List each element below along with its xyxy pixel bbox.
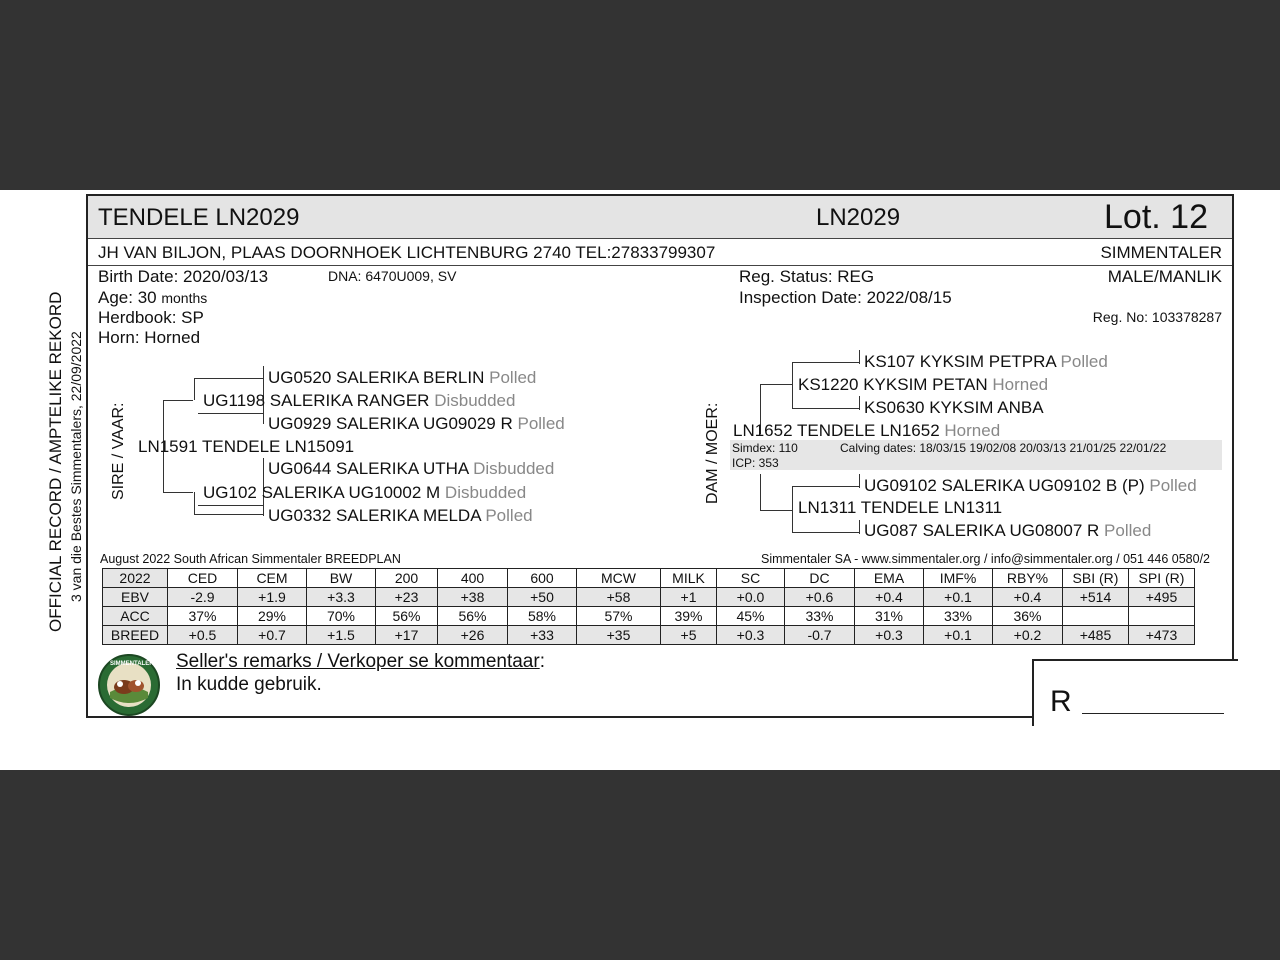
breedplan-contact: Simmentaler SA - www.simmentaler.org / info@simmentaler.org / 051 446 0580/2: [760, 552, 1210, 566]
source-label: 3 van die Bestes Simmentalers, 22/09/2022: [68, 331, 84, 602]
dam-name: LN1652 TENDELE LN1652 Horned: [733, 421, 1001, 440]
ebv-cell: 70%: [307, 607, 376, 626]
header-bar: [88, 196, 1232, 239]
sire-dam-dam: UG0332 SALERIKA MELDA Polled: [268, 506, 533, 525]
ebv-cell: 33%: [785, 607, 855, 626]
ebv-cell: 56%: [376, 607, 438, 626]
reg-status: Reg. Status: REG: [739, 267, 875, 286]
ebv-cell: +1: [661, 588, 717, 607]
reg-no: Reg. No: 103378287: [1092, 309, 1222, 325]
ebv-cell: +5: [661, 626, 717, 645]
owner-line: JH VAN BILJON, PLAAS DOORNHOEK LICHTENBURG 2740 TEL:27833799307: [98, 243, 716, 262]
breed-label: SIMMENTALER: [1100, 243, 1222, 262]
ebv-cell: [1063, 607, 1129, 626]
ebv-cell: +0.1: [924, 626, 993, 645]
ebv-cell: 56%: [438, 607, 508, 626]
ebv-cell: -0.7: [785, 626, 855, 645]
ebv-cell: +485: [1063, 626, 1129, 645]
sire-sire: UG1198 SALERIKA RANGER Disbudded: [203, 391, 516, 410]
dam-dam: LN1311 TENDELE LN1311: [798, 498, 1003, 517]
horn-status: Horn: Horned: [98, 328, 201, 347]
sire-dam-sire: UG0644 SALERIKA UTHA Disbudded: [268, 459, 555, 478]
ebv-cell: 33%: [924, 607, 993, 626]
ebv-cell: +495: [1129, 588, 1195, 607]
ebv-cell: +0.1: [924, 588, 993, 607]
ebv-cell: BREED: [103, 626, 168, 645]
ebv-cell: RBY%: [993, 569, 1063, 588]
ebv-table: [102, 568, 1195, 645]
lot-number: Lot. 12: [1104, 198, 1208, 236]
age: Age: 30 months: [98, 288, 208, 307]
dam-dam-dam: UG087 SALERIKA UG08007 R Polled: [864, 521, 1152, 540]
ebv-cell: [1129, 607, 1195, 626]
ebv-cell: SPI (R): [1129, 569, 1195, 588]
lot-card: [86, 194, 1234, 718]
icp: ICP: 353: [732, 456, 779, 470]
animal-name: TENDELE LN2029: [98, 204, 300, 231]
ebv-cell: +514: [1063, 588, 1129, 607]
ebv-cell: 58%: [508, 607, 577, 626]
ebv-cell: 36%: [993, 607, 1063, 626]
ebv-cell: +35: [577, 626, 661, 645]
sex: MALE/MANLIK: [1107, 267, 1222, 286]
ebv-cell: +0.4: [993, 588, 1063, 607]
ebv-row-ebv: [103, 588, 1195, 607]
ebv-cell: +58: [577, 588, 661, 607]
remarks-text: In kudde gebruik.: [176, 674, 322, 695]
ebv-cell: SBI (R): [1063, 569, 1129, 588]
ebv-cell: +0.7: [238, 626, 307, 645]
birth-date: Birth Date: 2020/03/13: [98, 267, 269, 286]
ebv-cell: 400: [438, 569, 508, 588]
ebv-cell: +473: [1129, 626, 1195, 645]
ebv-row-acc: [103, 607, 1195, 626]
ebv-cell: EMA: [855, 569, 924, 588]
remarks-title: Seller's remarks / Verkoper se kommentaar:: [176, 651, 545, 672]
price-line[interactable]: [1082, 713, 1224, 714]
dam-sire-sire: KS107 KYKSIM PETPRA Polled: [864, 352, 1108, 371]
ebv-cell: MCW: [577, 569, 661, 588]
herdbook: Herdbook: SP: [98, 308, 204, 327]
sire-sire-dam: UG0929 SALERIKA UG09029 R Polled: [268, 414, 565, 433]
ebv-header-row: [103, 569, 1195, 588]
ebv-cell: +50: [508, 588, 577, 607]
ebv-cell: +0.5: [168, 626, 238, 645]
ebv-cell: MILK: [661, 569, 717, 588]
ebv-cell: +33: [508, 626, 577, 645]
ebv-cell: +0.3: [855, 626, 924, 645]
dam-sire: KS1220 KYKSIM PETAN Horned: [798, 375, 1049, 394]
dam-performance-bar: [730, 440, 1222, 470]
ebv-cell: +1.9: [238, 588, 307, 607]
ebv-cell: 57%: [577, 607, 661, 626]
dna: DNA: 6470U009, SV: [328, 268, 457, 284]
calving-dates: Calving dates: 18/03/15 19/02/08 20/03/13 21/01/25 22/01/22: [840, 441, 1167, 455]
price-currency: R: [1050, 685, 1072, 718]
ebv-cell: CEM: [238, 569, 307, 588]
dam-label: DAM / MOER:: [704, 402, 721, 504]
ebv-cell: +0.0: [717, 588, 785, 607]
ebv-cell: 600: [508, 569, 577, 588]
ebv-cell: -2.9: [168, 588, 238, 607]
ebv-cell: +1.5: [307, 626, 376, 645]
ebv-cell: +23: [376, 588, 438, 607]
ebv-cell: +0.4: [855, 588, 924, 607]
animal-code: LN2029: [816, 204, 901, 231]
sire-label: SIRE / VAAR:: [110, 402, 127, 500]
ebv-cell: 31%: [855, 607, 924, 626]
catalogue-sheet: [0, 190, 1280, 770]
sire-name: LN1591 TENDELE LN15091: [138, 437, 355, 456]
ebv-cell: SC: [717, 569, 785, 588]
dam-sire-dam: KS0630 KYKSIM ANBA: [864, 398, 1044, 417]
ebv-cell: +26: [438, 626, 508, 645]
inspection-date: Inspection Date: 2022/08/15: [739, 288, 952, 307]
ebv-cell: +0.6: [785, 588, 855, 607]
owner-bar: [88, 239, 1232, 266]
ebv-cell: EBV: [103, 588, 168, 607]
ebv-cell: +0.2: [993, 626, 1063, 645]
sire-dam: UG102 SALERIKA UG10002 M Disbudded: [203, 483, 527, 502]
ebv-cell: 39%: [661, 607, 717, 626]
sire-sire-sire: UG0520 SALERIKA BERLIN Polled: [268, 368, 537, 387]
ebv-cell: BW: [307, 569, 376, 588]
price-box: [1032, 659, 1238, 726]
ebv-cell: +3.3: [307, 588, 376, 607]
ebv-cell: ACC: [103, 607, 168, 626]
ebv-cell: +17: [376, 626, 438, 645]
breedplan-title: August 2022 South African Simmentaler BREEDPLAN: [100, 552, 401, 566]
ebv-cell: DC: [785, 569, 855, 588]
ebv-cell: 45%: [717, 607, 785, 626]
ebv-cell: 37%: [168, 607, 238, 626]
ebv-cell: 200: [376, 569, 438, 588]
dam-dam-sire: UG09102 SALERIKA UG09102 B (P) Polled: [864, 476, 1197, 495]
ebv-cell: CED: [168, 569, 238, 588]
official-record-label: OFFICIAL RECORD / AMPTELIKE REKORD: [46, 291, 65, 632]
ebv-cell: 2022: [103, 569, 168, 588]
ebv-cell: 29%: [238, 607, 307, 626]
ebv-cell: +0.3: [717, 626, 785, 645]
ebv-cell: +38: [438, 588, 508, 607]
ebv-cell: IMF%: [924, 569, 993, 588]
simmentaler-logo: SIMMENTALER: [98, 654, 160, 716]
ebv-row-breed: [103, 626, 1195, 645]
simdex: Simdex: 110: [732, 441, 798, 455]
